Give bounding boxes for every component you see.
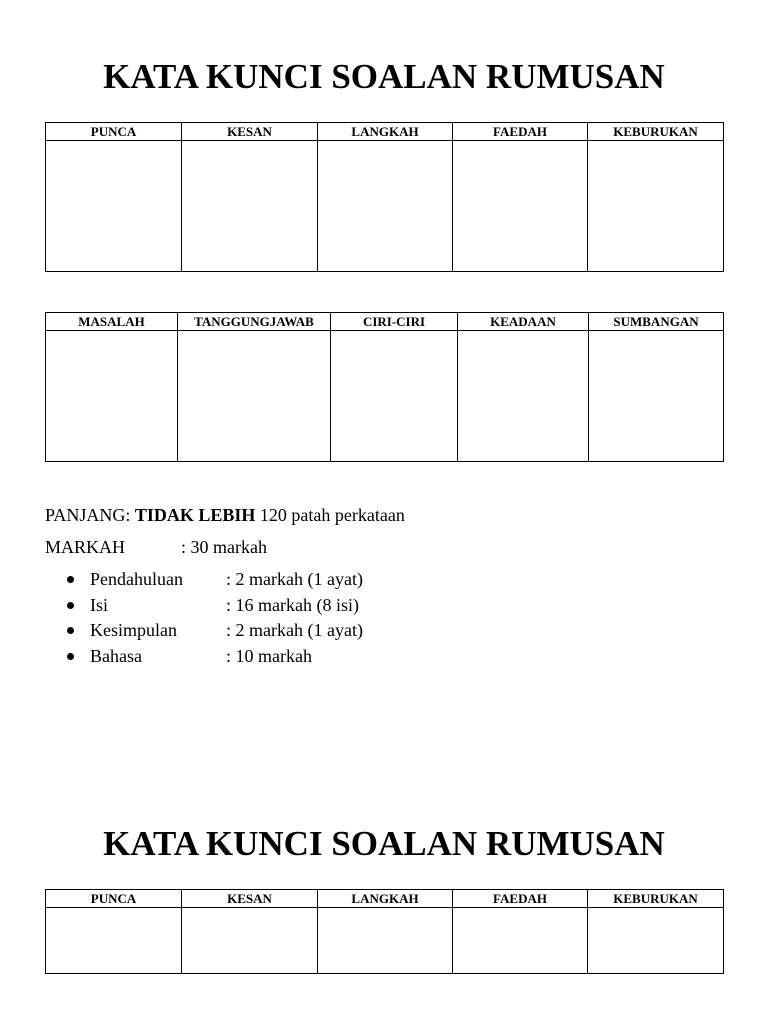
column-header: KESAN	[182, 890, 318, 908]
list-item	[45, 596, 363, 622]
length-emphasis: TIDAK LEBIH	[134, 505, 256, 525]
table-cell	[588, 908, 724, 974]
table-cell	[46, 908, 182, 974]
table-cell	[331, 331, 458, 462]
column-header: SUMBANGAN	[589, 313, 724, 331]
length-label: PANJANG:	[45, 505, 131, 525]
marks-value: : 30 markah	[181, 537, 267, 557]
table-cell	[46, 331, 178, 462]
table-cell	[453, 141, 588, 272]
table-cell	[46, 141, 182, 272]
criteria-value: : 10 markah	[226, 645, 312, 666]
criteria-value: : 2 markah (1 ayat)	[226, 569, 363, 589]
criteria-name: Pendahuluan	[90, 569, 183, 589]
column-header: FAEDAH	[453, 123, 588, 141]
keyword-table	[45, 312, 724, 462]
list-item	[45, 621, 363, 647]
table-cell	[318, 141, 453, 272]
bullet-icon	[67, 602, 74, 609]
column-header: KEBURUKAN	[588, 123, 724, 141]
column-header: KESAN	[182, 123, 318, 141]
table-header-row	[46, 890, 724, 908]
bullet-icon	[67, 627, 74, 634]
marks-total	[45, 538, 267, 556]
table-row	[46, 908, 724, 974]
keyword-table	[45, 889, 724, 974]
length-value: 120 patah perkataan	[259, 505, 405, 525]
table-cell	[453, 908, 588, 974]
table-row	[46, 141, 724, 272]
marks-label: MARKAH	[45, 537, 126, 557]
table-cell	[318, 908, 453, 974]
column-header: PUNCA	[46, 123, 182, 141]
page-title: KATA KUNCI SOALAN RUMUSAN	[103, 57, 665, 96]
list-item	[45, 570, 363, 596]
table-cell	[182, 908, 318, 974]
keyword-table	[45, 122, 724, 272]
table-cell	[589, 331, 724, 462]
criteria-value: : 16 markah (8 isi)	[226, 594, 359, 615]
criteria-name: Kesimpulan	[90, 620, 177, 640]
column-header: CIRI-CIRI	[331, 313, 458, 331]
column-header: KEADAAN	[458, 313, 589, 331]
bullet-icon	[67, 653, 74, 660]
column-header: LANGKAH	[318, 890, 453, 908]
table-header-row	[46, 313, 724, 331]
bullet-icon	[67, 576, 74, 583]
page-title: KATA KUNCI SOALAN RUMUSAN	[103, 824, 665, 863]
criteria-name: Isi	[90, 594, 108, 615]
table-cell	[588, 141, 724, 272]
column-header: TANGGUNGJAWAB	[178, 313, 331, 331]
column-header: FAEDAH	[453, 890, 588, 908]
table-row	[46, 331, 724, 462]
length-requirement	[45, 506, 405, 524]
table-cell	[458, 331, 589, 462]
marks-breakdown-list	[45, 570, 363, 672]
table-header-row	[46, 123, 724, 141]
criteria-value: : 2 markah (1 ayat)	[226, 620, 363, 640]
criteria-name: Bahasa	[90, 645, 142, 666]
list-item	[45, 647, 363, 673]
column-header: KEBURUKAN	[588, 890, 724, 908]
table-cell	[182, 141, 318, 272]
column-header: PUNCA	[46, 890, 182, 908]
table-cell	[178, 331, 331, 462]
column-header: MASALAH	[46, 313, 178, 331]
column-header: LANGKAH	[318, 123, 453, 141]
